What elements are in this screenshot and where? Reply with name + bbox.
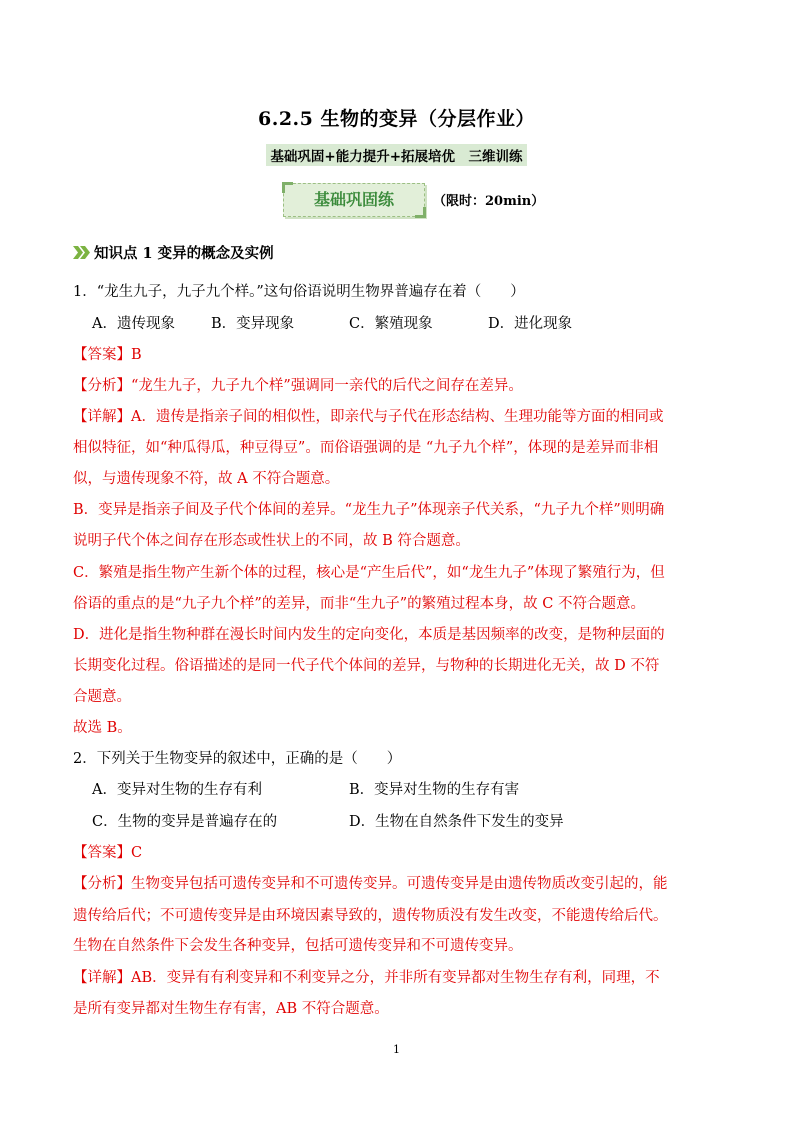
q1-conclusion: 故选 B。 [73, 720, 132, 736]
q2-analysis-line: 生物在自然条件下会发生各种变异，包括可遗传变异和不可遗传变异。 [73, 938, 523, 954]
q2-analysis-line: 遗传给后代；不可遗传变异是由环境因素导致的，遗传物质没有发生改变，不能遗传给后代。 [73, 908, 668, 924]
page-title: 6.2.5 生物的变异（分层作业） [257, 108, 535, 130]
q1-analysis: 【分析】“龙生九子，九子九个样”强调同一亲代的后代之间存在差异。 [73, 378, 523, 394]
q1-detail-line: 相似特征，如“种瓜得瓜，种豆得豆”。而俗语强调的是 “九子九个样”，体现的是差异而非相 [73, 440, 659, 456]
q1-detail-line: 合题意。 [73, 689, 131, 705]
q2-detail-line: 是所有变异都对生物生存有害，AB 不符合题意。 [73, 1001, 389, 1017]
q1-detail-line: C．繁殖是指生物产生新个体的过程，核心是“产生后代”，如“龙生九子”体现了繁殖行为，但 [73, 565, 665, 581]
page-number: 1 [393, 1043, 400, 1056]
q1-detail-line: 【详解】A．遗传是指亲子间的相似性，即亲代与子代在形态结构、生理功能等方面的相同或 [73, 409, 664, 425]
q2-stem: 2．下列关于生物变异的叙述中，正确的是（ ） [73, 751, 402, 767]
q1-option-a: A．遗传现象 [92, 316, 175, 332]
section-label: 知识点 1 变异的概念及实例 [94, 245, 274, 262]
q2-answer: 【答案】C [73, 845, 143, 861]
q2-detail-line: 【详解】AB．变异有有利变异和不利变异之分，并非所有变异都对生物生存有利，同理，不 [73, 970, 660, 986]
q1-option-c: C．繁殖现象 [349, 316, 433, 332]
q1-option-d: D．进化现象 [488, 316, 573, 332]
basic-practice-badge: 基础巩固练 [283, 183, 425, 217]
section-heading [73, 242, 274, 263]
q2-analysis-line: 【分析】生物变异包括可遗传变异和不可遗传变异。可遗传变异是由遗传物质改变引起的，能 [73, 876, 668, 892]
q1-detail-line: B．变异是指亲子间及子代个体间的差异。“龙生九子”体现亲子代关系，“九子九个样”则明确 [73, 502, 665, 518]
time-limit: （限时：20min） [433, 194, 545, 209]
q1-stem: 1．“龙生九子，九子九个样。”这句俗语说明生物界普遍存在着（ ） [73, 284, 525, 300]
q1-detail-line: 似，与遗传现象不符，故 A 不符合题意。 [73, 471, 340, 487]
q1-detail-line: 长期变化过程。俗语描述的是同一代子代个体间的差异，与物种的长期进化无关，故 D 不符 [73, 658, 660, 674]
double-chevron-right-icon [73, 246, 91, 259]
q1-answer: 【答案】B [73, 347, 142, 363]
q2-option-c: C．生物的变异是普遍存在的 [92, 814, 278, 830]
q1-detail-line: 俗语的重点的是“九子九个样”的差异，而非“生九子”的繁殖过程本身，故 C 不符合题意。 [73, 596, 645, 612]
q2-option-d: D．生物在自然条件下发生的变异 [349, 814, 564, 830]
q1-detail-line: 说明子代个体之间存在形态或性状上的不同，故 B 符合题意。 [73, 533, 470, 549]
q2-option-a: A．变异对生物的生存有利 [92, 782, 262, 798]
q1-option-b: B．变异现象 [211, 316, 295, 332]
q2-option-b: B．变异对生物的生存有害 [349, 782, 520, 798]
q1-detail-line: D．进化是指生物种群在漫长时间内发生的定向变化，本质是基因频率的改变，是物种层面的 [73, 627, 665, 643]
page-subtitle: 基础巩固+能力提升+拓展培优 三维训练 [266, 144, 526, 166]
